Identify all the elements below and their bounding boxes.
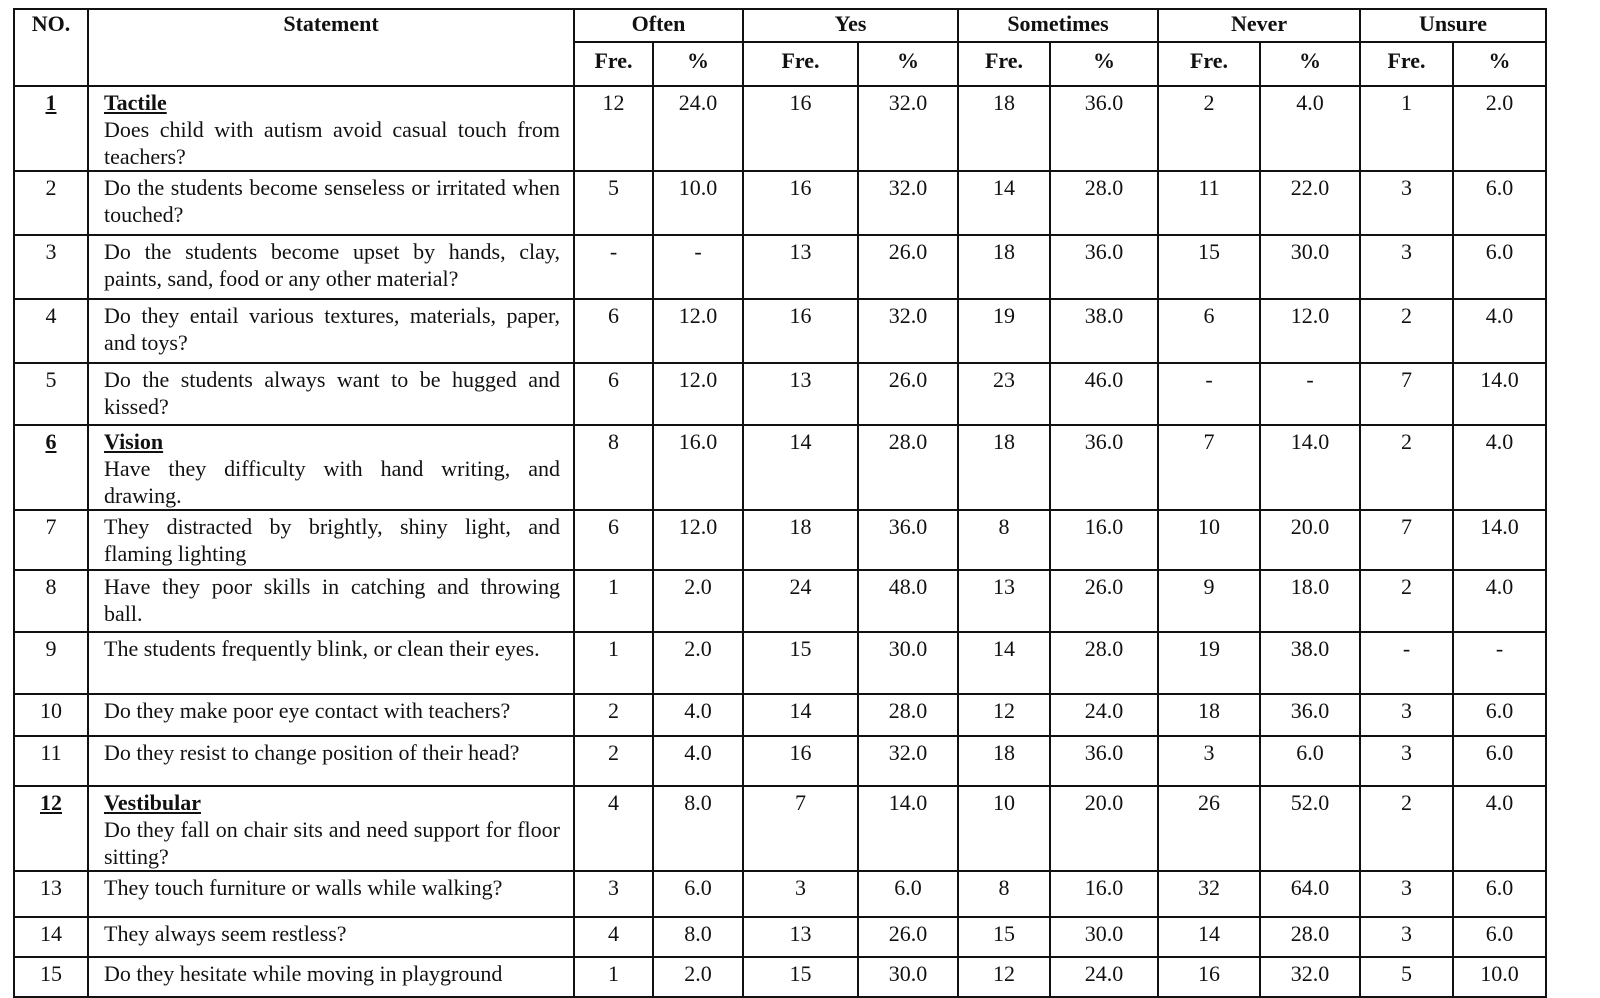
header-never: Never bbox=[1158, 9, 1360, 42]
frequency-cell: 2 bbox=[574, 694, 653, 736]
table-row bbox=[14, 917, 1546, 957]
subheader-percent: % bbox=[1050, 42, 1158, 86]
table-row bbox=[14, 299, 1546, 363]
statement-text: Do the students become senseless or irritated when touched? bbox=[104, 175, 560, 227]
percent-cell: 4.0 bbox=[1453, 570, 1546, 632]
percent-cell: 2.0 bbox=[653, 957, 743, 997]
frequency-cell: 18 bbox=[958, 235, 1050, 299]
frequency-cell: 4 bbox=[574, 917, 653, 957]
subheader-percent: % bbox=[858, 42, 958, 86]
statement-cell bbox=[88, 786, 574, 871]
frequency-cell: 7 bbox=[743, 786, 858, 871]
percent-cell: 32.0 bbox=[858, 86, 958, 171]
percent-cell: 46.0 bbox=[1050, 363, 1158, 425]
table-row bbox=[14, 86, 1546, 171]
frequency-cell: 6 bbox=[1158, 299, 1260, 363]
frequency-cell: 3 bbox=[1360, 917, 1453, 957]
table-row bbox=[14, 871, 1546, 917]
table-row bbox=[14, 171, 1546, 235]
percent-cell: 4.0 bbox=[1453, 786, 1546, 871]
section-title: Vision bbox=[104, 429, 164, 454]
frequency-cell: 6 bbox=[574, 363, 653, 425]
percent-cell: 30.0 bbox=[1050, 917, 1158, 957]
percent-cell: 36.0 bbox=[1260, 694, 1360, 736]
subheader-freq: Fre. bbox=[1158, 42, 1260, 86]
percent-cell: 2.0 bbox=[653, 632, 743, 694]
percent-cell: 24.0 bbox=[1050, 694, 1158, 736]
percent-cell: 6.0 bbox=[1260, 736, 1360, 786]
frequency-cell: 18 bbox=[958, 86, 1050, 171]
table-row bbox=[14, 957, 1546, 997]
row-number: 14 bbox=[14, 917, 88, 957]
percent-cell: 12.0 bbox=[653, 299, 743, 363]
percent-cell: 8.0 bbox=[653, 917, 743, 957]
frequency-cell: 2 bbox=[1360, 786, 1453, 871]
frequency-cell: 18 bbox=[743, 510, 858, 570]
statement-text: Do they entail various textures, materials, paper, and toys? bbox=[104, 303, 560, 355]
percent-cell: 26.0 bbox=[1050, 570, 1158, 632]
frequency-cell: 15 bbox=[1158, 235, 1260, 299]
frequency-cell: 16 bbox=[743, 86, 858, 171]
frequency-cell: 32 bbox=[1158, 871, 1260, 917]
statement-cell bbox=[88, 425, 574, 510]
frequency-cell: 19 bbox=[958, 299, 1050, 363]
frequency-cell: 7 bbox=[1158, 425, 1260, 510]
frequency-cell: 4 bbox=[574, 786, 653, 871]
frequency-cell: 13 bbox=[743, 917, 858, 957]
frequency-cell: 8 bbox=[958, 871, 1050, 917]
header-sometimes: Sometimes bbox=[958, 9, 1158, 42]
percent-cell: 16.0 bbox=[1050, 510, 1158, 570]
statement-cell bbox=[88, 363, 574, 425]
frequency-cell: 10 bbox=[958, 786, 1050, 871]
statement-cell bbox=[88, 694, 574, 736]
statement-cell bbox=[88, 957, 574, 997]
statement-text: Does child with autism avoid casual touch from teachers? bbox=[104, 117, 560, 169]
percent-cell: 30.0 bbox=[1260, 235, 1360, 299]
statement-cell bbox=[88, 917, 574, 957]
statement-cell bbox=[88, 171, 574, 235]
percent-cell: 28.0 bbox=[1260, 917, 1360, 957]
table-row bbox=[14, 786, 1546, 871]
frequency-cell: 18 bbox=[1158, 694, 1260, 736]
percent-cell: 24.0 bbox=[1050, 957, 1158, 997]
percent-cell: 30.0 bbox=[858, 957, 958, 997]
frequency-cell: 26 bbox=[1158, 786, 1260, 871]
percent-cell: 36.0 bbox=[1050, 235, 1158, 299]
frequency-cell: 2 bbox=[1360, 570, 1453, 632]
table-row bbox=[14, 736, 1546, 786]
statement-text: Do they fall on chair sits and need support for floor sitting? bbox=[104, 817, 560, 869]
frequency-cell: 8 bbox=[958, 510, 1050, 570]
statement-text: Do the students become upset by hands, clay, paints, sand, food or any other material? bbox=[104, 239, 560, 291]
table-header bbox=[14, 9, 1546, 86]
percent-cell: 4.0 bbox=[1453, 299, 1546, 363]
frequency-cell: 18 bbox=[958, 425, 1050, 510]
percent-cell: 16.0 bbox=[1050, 871, 1158, 917]
statement-text: The students frequently blink, or clean their eyes. bbox=[104, 636, 540, 661]
header-no: NO. bbox=[14, 9, 88, 86]
table-row bbox=[14, 632, 1546, 694]
statement-cell bbox=[88, 871, 574, 917]
row-number: 1 bbox=[14, 86, 88, 171]
header-statement: Statement bbox=[88, 9, 574, 86]
header-unsure: Unsure bbox=[1360, 9, 1546, 42]
statement-text: Do they hesitate while moving in playground bbox=[104, 961, 503, 986]
statement-text: Do they make poor eye contact with teachers? bbox=[104, 698, 511, 723]
frequency-cell: 2 bbox=[1158, 86, 1260, 171]
statement-cell bbox=[88, 299, 574, 363]
frequency-cell: 15 bbox=[743, 957, 858, 997]
row-number: 15 bbox=[14, 957, 88, 997]
percent-cell: 36.0 bbox=[858, 510, 958, 570]
statement-text: Have they difficulty with hand writing, and drawing. bbox=[104, 456, 560, 508]
percent-cell: 20.0 bbox=[1260, 510, 1360, 570]
percent-cell: 22.0 bbox=[1260, 171, 1360, 235]
percent-cell: 4.0 bbox=[653, 736, 743, 786]
table-row bbox=[14, 425, 1546, 510]
frequency-cell: 1 bbox=[574, 570, 653, 632]
percent-cell: 32.0 bbox=[858, 736, 958, 786]
frequency-cell: 14 bbox=[743, 425, 858, 510]
frequency-cell: 3 bbox=[743, 871, 858, 917]
row-number: 6 bbox=[14, 425, 88, 510]
frequency-cell: 3 bbox=[574, 871, 653, 917]
frequency-cell: 1 bbox=[1360, 86, 1453, 171]
table-body bbox=[14, 86, 1546, 997]
statement-cell bbox=[88, 736, 574, 786]
frequency-cell: 11 bbox=[1158, 171, 1260, 235]
percent-cell: 64.0 bbox=[1260, 871, 1360, 917]
frequency-cell: 13 bbox=[743, 363, 858, 425]
row-number: 9 bbox=[14, 632, 88, 694]
percent-cell: - bbox=[653, 235, 743, 299]
percent-cell: 6.0 bbox=[653, 871, 743, 917]
frequency-cell: 6 bbox=[574, 510, 653, 570]
percent-cell: 26.0 bbox=[858, 917, 958, 957]
frequency-cell: 1 bbox=[574, 632, 653, 694]
statement-text: They distracted by brightly, shiny light, and flaming lighting bbox=[104, 514, 560, 566]
percent-cell: 38.0 bbox=[1050, 299, 1158, 363]
frequency-cell: 5 bbox=[574, 171, 653, 235]
frequency-cell: 14 bbox=[1158, 917, 1260, 957]
percent-cell: 28.0 bbox=[858, 694, 958, 736]
percent-cell: 36.0 bbox=[1050, 425, 1158, 510]
statement-text: They touch furniture or walls while walking? bbox=[104, 875, 503, 900]
section-title: Vestibular bbox=[104, 790, 201, 815]
table-row bbox=[14, 510, 1546, 570]
frequency-cell: 16 bbox=[1158, 957, 1260, 997]
percent-cell: 2.0 bbox=[1453, 86, 1546, 171]
percent-cell: 26.0 bbox=[858, 235, 958, 299]
percent-cell: - bbox=[1260, 363, 1360, 425]
percent-cell: 16.0 bbox=[653, 425, 743, 510]
statement-cell bbox=[88, 632, 574, 694]
table-row bbox=[14, 570, 1546, 632]
frequency-cell: 16 bbox=[743, 736, 858, 786]
statement-text: Do they resist to change position of their head? bbox=[104, 740, 520, 765]
percent-cell: 6.0 bbox=[858, 871, 958, 917]
percent-cell: - bbox=[1453, 632, 1546, 694]
frequency-cell: 3 bbox=[1360, 235, 1453, 299]
table-row bbox=[14, 235, 1546, 299]
frequency-cell: - bbox=[1360, 632, 1453, 694]
percent-cell: 2.0 bbox=[653, 570, 743, 632]
subheader-percent: % bbox=[1260, 42, 1360, 86]
percent-cell: 28.0 bbox=[858, 425, 958, 510]
subheader-percent: % bbox=[1453, 42, 1546, 86]
percent-cell: 32.0 bbox=[858, 299, 958, 363]
frequency-cell: 3 bbox=[1360, 871, 1453, 917]
frequency-cell: 16 bbox=[743, 299, 858, 363]
row-number: 3 bbox=[14, 235, 88, 299]
percent-cell: 14.0 bbox=[1260, 425, 1360, 510]
subheader-freq: Fre. bbox=[574, 42, 653, 86]
frequency-cell: 2 bbox=[1360, 425, 1453, 510]
frequency-cell: 13 bbox=[743, 235, 858, 299]
percent-cell: 48.0 bbox=[858, 570, 958, 632]
percent-cell: 4.0 bbox=[1260, 86, 1360, 171]
subheader-freq: Fre. bbox=[1360, 42, 1453, 86]
row-number: 13 bbox=[14, 871, 88, 917]
percent-cell: 6.0 bbox=[1453, 694, 1546, 736]
percent-cell: 32.0 bbox=[1260, 957, 1360, 997]
frequency-cell: 6 bbox=[574, 299, 653, 363]
frequency-cell: 3 bbox=[1360, 694, 1453, 736]
percent-cell: 4.0 bbox=[1453, 425, 1546, 510]
percent-cell: 36.0 bbox=[1050, 736, 1158, 786]
percent-cell: 18.0 bbox=[1260, 570, 1360, 632]
percent-cell: 6.0 bbox=[1453, 235, 1546, 299]
row-number: 8 bbox=[14, 570, 88, 632]
percent-cell: 6.0 bbox=[1453, 171, 1546, 235]
frequency-cell: - bbox=[1158, 363, 1260, 425]
row-number: 7 bbox=[14, 510, 88, 570]
header-yes: Yes bbox=[743, 9, 958, 42]
percent-cell: 10.0 bbox=[1453, 957, 1546, 997]
survey-table bbox=[13, 8, 1547, 998]
frequency-cell: 23 bbox=[958, 363, 1050, 425]
percent-cell: 30.0 bbox=[858, 632, 958, 694]
frequency-cell: 10 bbox=[1158, 510, 1260, 570]
row-number: 5 bbox=[14, 363, 88, 425]
percent-cell: 12.0 bbox=[653, 363, 743, 425]
frequency-cell: 3 bbox=[1158, 736, 1260, 786]
frequency-cell: 7 bbox=[1360, 510, 1453, 570]
frequency-cell: - bbox=[574, 235, 653, 299]
percent-cell: 10.0 bbox=[653, 171, 743, 235]
percent-cell: 14.0 bbox=[1453, 363, 1546, 425]
frequency-cell: 3 bbox=[1360, 736, 1453, 786]
percent-cell: 6.0 bbox=[1453, 917, 1546, 957]
percent-cell: 26.0 bbox=[858, 363, 958, 425]
frequency-cell: 14 bbox=[958, 632, 1050, 694]
frequency-cell: 24 bbox=[743, 570, 858, 632]
frequency-cell: 14 bbox=[743, 694, 858, 736]
percent-cell: 6.0 bbox=[1453, 736, 1546, 786]
percent-cell: 36.0 bbox=[1050, 86, 1158, 171]
percent-cell: 38.0 bbox=[1260, 632, 1360, 694]
frequency-cell: 3 bbox=[1360, 171, 1453, 235]
frequency-cell: 9 bbox=[1158, 570, 1260, 632]
statement-cell bbox=[88, 570, 574, 632]
row-number: 4 bbox=[14, 299, 88, 363]
percent-cell: 32.0 bbox=[858, 171, 958, 235]
percent-cell: 12.0 bbox=[653, 510, 743, 570]
frequency-cell: 5 bbox=[1360, 957, 1453, 997]
frequency-cell: 12 bbox=[958, 957, 1050, 997]
percent-cell: 8.0 bbox=[653, 786, 743, 871]
subheader-freq: Fre. bbox=[743, 42, 858, 86]
percent-cell: 20.0 bbox=[1050, 786, 1158, 871]
table-row bbox=[14, 363, 1546, 425]
frequency-cell: 15 bbox=[743, 632, 858, 694]
percent-cell: 24.0 bbox=[653, 86, 743, 171]
percent-cell: 14.0 bbox=[1453, 510, 1546, 570]
subheader-freq: Fre. bbox=[958, 42, 1050, 86]
row-number: 12 bbox=[14, 786, 88, 871]
statement-text: Do the students always want to be hugged and kissed? bbox=[104, 367, 560, 419]
statement-cell bbox=[88, 510, 574, 570]
frequency-cell: 8 bbox=[574, 425, 653, 510]
frequency-cell: 16 bbox=[743, 171, 858, 235]
header-often: Often bbox=[574, 9, 743, 42]
frequency-cell: 18 bbox=[958, 736, 1050, 786]
section-title: Tactile bbox=[104, 90, 167, 115]
frequency-cell: 1 bbox=[574, 957, 653, 997]
statement-cell bbox=[88, 235, 574, 299]
frequency-cell: 2 bbox=[1360, 299, 1453, 363]
percent-cell: 28.0 bbox=[1050, 632, 1158, 694]
statement-text: Have they poor skills in catching and throwing ball. bbox=[104, 574, 560, 626]
row-number: 11 bbox=[14, 736, 88, 786]
table-row bbox=[14, 694, 1546, 736]
row-number: 2 bbox=[14, 171, 88, 235]
frequency-cell: 19 bbox=[1158, 632, 1260, 694]
frequency-cell: 13 bbox=[958, 570, 1050, 632]
frequency-cell: 12 bbox=[958, 694, 1050, 736]
percent-cell: 12.0 bbox=[1260, 299, 1360, 363]
percent-cell: 4.0 bbox=[653, 694, 743, 736]
percent-cell: 28.0 bbox=[1050, 171, 1158, 235]
frequency-cell: 2 bbox=[574, 736, 653, 786]
statement-text: They always seem restless? bbox=[104, 921, 347, 946]
frequency-cell: 7 bbox=[1360, 363, 1453, 425]
row-number: 10 bbox=[14, 694, 88, 736]
frequency-cell: 15 bbox=[958, 917, 1050, 957]
frequency-cell: 12 bbox=[574, 86, 653, 171]
percent-cell: 14.0 bbox=[858, 786, 958, 871]
statement-cell bbox=[88, 86, 574, 171]
frequency-cell: 14 bbox=[958, 171, 1050, 235]
subheader-percent: % bbox=[653, 42, 743, 86]
percent-cell: 6.0 bbox=[1453, 871, 1546, 917]
percent-cell: 52.0 bbox=[1260, 786, 1360, 871]
